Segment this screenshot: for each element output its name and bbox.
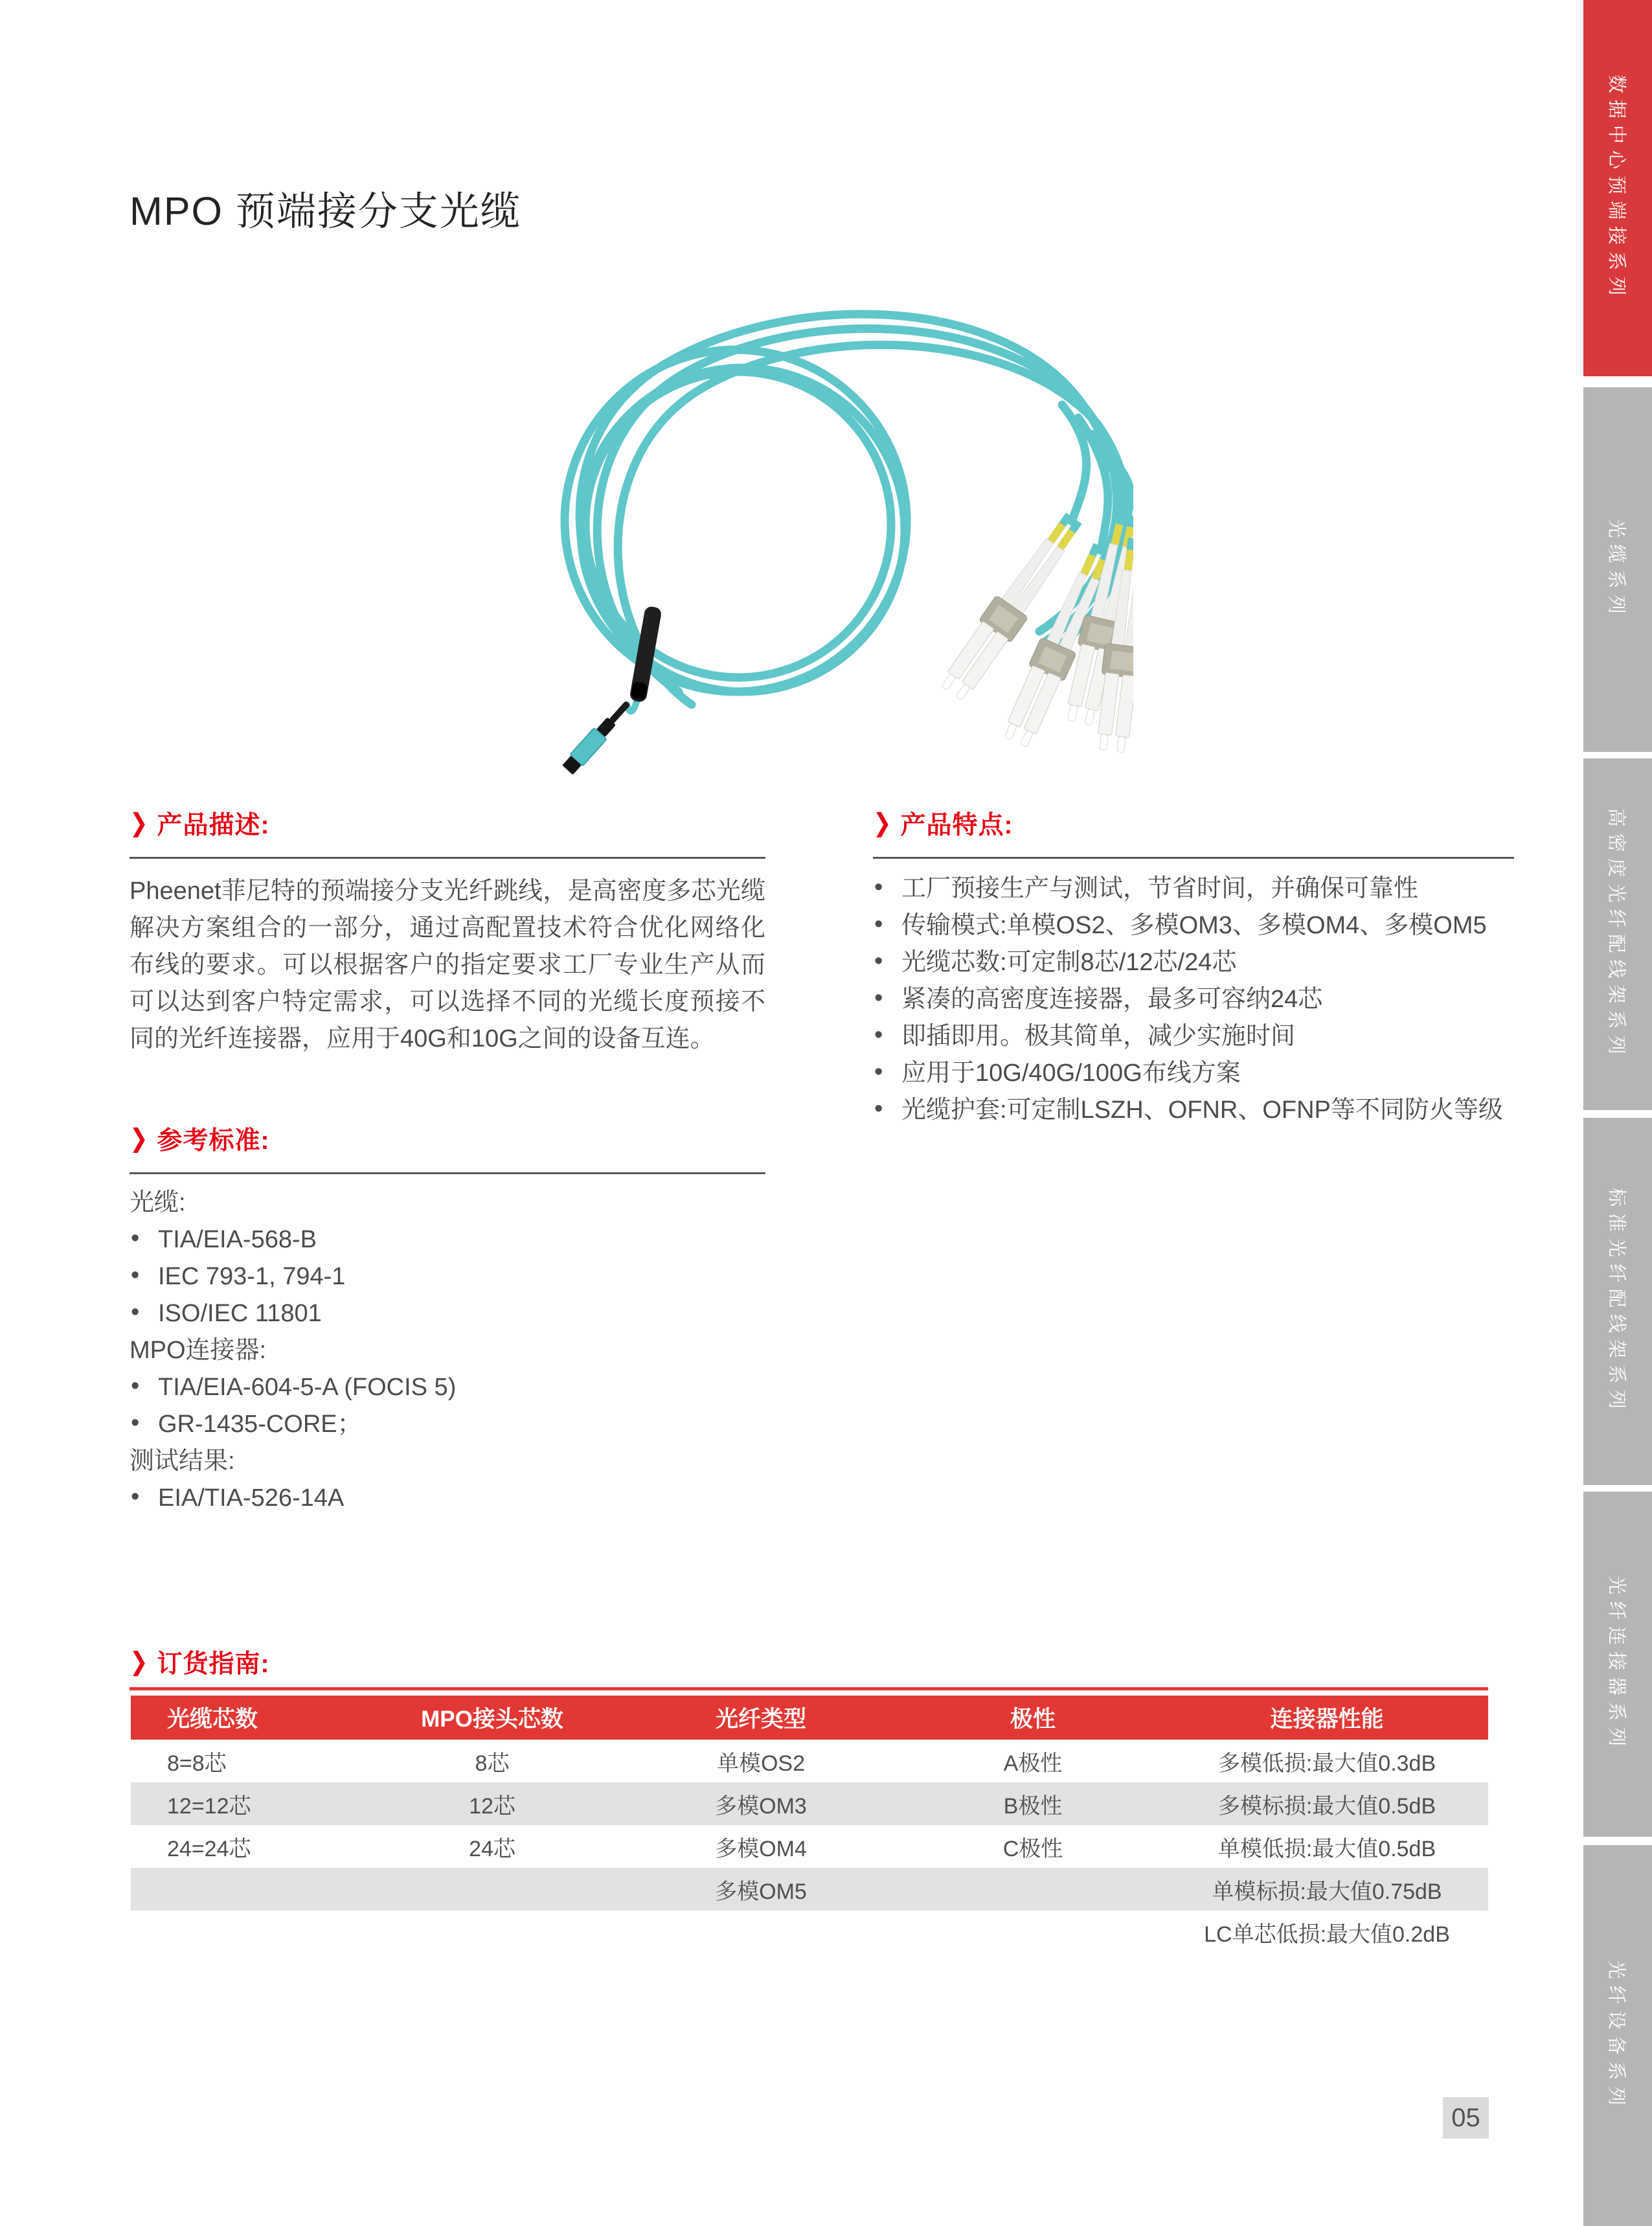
standard-text: IEC 793-1, 794-1	[158, 1263, 346, 1290]
standard-group-label	[130, 1443, 765, 1480]
standard-item	[130, 1258, 765, 1295]
table-cell: LC单芯低损:最大值0.2dB	[1204, 1922, 1450, 1947]
table-cell: 多模低损:最大值0.3dB	[1217, 1751, 1436, 1776]
table-cell: 多模标损:最大值0.5dB	[1217, 1793, 1436, 1819]
ordering-table	[131, 1696, 1488, 1953]
chevron-icon: ❯	[130, 1124, 148, 1153]
standard-text: 光缆:	[130, 1189, 186, 1216]
bullet-icon: •	[131, 1299, 140, 1326]
bullet-icon: •	[131, 1372, 140, 1400]
section-heading-row	[873, 805, 1514, 841]
feature-item	[873, 1018, 1514, 1055]
sidebar-tab-3[interactable]	[1583, 758, 1652, 1110]
page-title: MPO 预端接分支光缆	[130, 189, 521, 233]
feature-text: 光缆芯数:可定制8芯/12芯/24芯	[901, 949, 1237, 976]
standard-group-label	[130, 1332, 765, 1369]
feature-item	[873, 1092, 1514, 1129]
section-description	[130, 805, 765, 1058]
section-standards	[130, 1120, 765, 1517]
section-heading-row	[130, 805, 765, 841]
feature-item	[873, 944, 1514, 981]
bullet-icon: •	[131, 1409, 140, 1437]
feature-item	[873, 1055, 1514, 1092]
standard-text: TIA/EIA-604-5-A (FOCIS 5)	[158, 1374, 457, 1401]
table-cell	[900, 1911, 1166, 1953]
table-cell: 8=8芯	[167, 1751, 227, 1776]
table-row	[131, 1825, 1488, 1868]
divider	[130, 857, 765, 859]
bullet-icon: •	[874, 1021, 883, 1049]
standard-text: 测试结果:	[130, 1448, 235, 1475]
page-number-badge: 05	[1443, 2097, 1489, 2139]
sidebar-tab-label: 光缆系列	[1605, 519, 1627, 620]
bullet-icon: •	[874, 984, 883, 1012]
bullet-icon: •	[874, 1095, 883, 1122]
standard-item	[130, 1480, 765, 1517]
table-cell: 单模OS2	[716, 1751, 806, 1776]
table-cell	[363, 1868, 622, 1911]
divider	[873, 857, 1514, 859]
feature-item	[873, 981, 1514, 1018]
feature-text: 紧凑的高密度连接器，最多可容纳24芯	[901, 986, 1323, 1013]
bullet-icon: •	[131, 1262, 140, 1289]
standard-item	[130, 1406, 765, 1443]
feature-text: 应用于10G/40G/100G布线方案	[901, 1060, 1241, 1087]
table-cell: B极性	[1003, 1793, 1063, 1819]
table-cell: A极性	[1003, 1751, 1063, 1776]
feature-text: 传输模式:单模OS2、多模OM3、多模OM4、多模OM5	[901, 912, 1487, 939]
table-cell	[131, 1911, 363, 1953]
table-row	[131, 1740, 1488, 1782]
table-cell: 12=12芯	[167, 1793, 251, 1819]
chevron-icon: ❯	[873, 809, 892, 837]
column-header: 连接器性能	[1166, 1696, 1488, 1740]
sidebar-tab-label: 数据中心预端接系列	[1605, 74, 1627, 302]
table-cell: C极性	[1002, 1836, 1063, 1861]
column-header: 极性	[900, 1696, 1166, 1740]
table-cell: 8芯	[475, 1751, 510, 1776]
product-photo	[453, 272, 1133, 777]
bullet-icon: •	[874, 911, 883, 938]
bullet-icon: •	[874, 948, 883, 975]
column-header: MPO接头芯数	[363, 1696, 622, 1740]
table-cell	[363, 1911, 622, 1953]
standard-text: ISO/IEC 11801	[158, 1300, 322, 1327]
chevron-icon: ❯	[130, 809, 148, 837]
standard-item	[130, 1221, 765, 1258]
bullet-icon: •	[874, 874, 883, 901]
table-cell: 多模OM4	[715, 1836, 807, 1861]
sidebar-tab-6[interactable]	[1583, 1845, 1652, 2226]
sidebar-tab-4[interactable]	[1583, 1118, 1652, 1485]
section-ordering	[130, 1644, 1488, 1680]
standard-text: MPO连接器:	[130, 1337, 267, 1364]
feature-item	[873, 870, 1514, 907]
standard-group-label	[130, 1185, 765, 1221]
standard-item	[130, 1369, 765, 1406]
feature-text: 即插即用。极其简单，减少实施时间	[901, 1023, 1296, 1050]
column-header: 光缆芯数	[131, 1696, 363, 1740]
standard-text: EIA/TIA-526-14A	[158, 1484, 345, 1512]
table-header-row	[131, 1696, 1488, 1740]
feature-text: 光缆护套:可定制LSZH、OFNR、OFNP等不同防火等级	[901, 1096, 1503, 1124]
bullet-icon: •	[874, 1058, 883, 1085]
section-title: 产品特点:	[900, 812, 1013, 839]
standards-list	[130, 1185, 765, 1517]
divider	[130, 1172, 765, 1174]
table-row	[131, 1782, 1488, 1825]
sidebar-tab-2[interactable]	[1583, 387, 1652, 752]
sidebar-tab-1[interactable]	[1583, 0, 1652, 376]
table-cell	[622, 1911, 900, 1953]
sidebar-tab-label: 光纤连接器系列	[1605, 1575, 1627, 1753]
sidebar-tab-label: 光纤设备系列	[1605, 1959, 1627, 2112]
feature-text: 工厂预接生产与测试，节省时间，并确保可靠性	[901, 875, 1419, 902]
section-title: 订货指南:	[157, 1650, 270, 1678]
section-heading-row	[130, 1120, 765, 1157]
section-title: 参考标准:	[157, 1127, 270, 1155]
standard-item	[130, 1295, 765, 1332]
description-text: Pheenet菲尼特的预端接分支光纤跳线，是高密度多芯光缆解决方案组合的一部分，通过高配置技术符合优化网络化布线的要求。可以根据客户的指定要求工厂专业生产从而可以达到客户特定需求，可以选择不同的光缆长度预接不同的光纤连接器，应用于40G和10G之间的设备互连。	[130, 878, 765, 1052]
table-cell	[131, 1868, 363, 1911]
table-row	[131, 1868, 1488, 1911]
bullet-icon: •	[131, 1483, 140, 1510]
sidebar-tab-label: 标准光纤配线架系列	[1605, 1187, 1627, 1416]
table-cell: 单模标损:最大值0.75dB	[1212, 1879, 1442, 1904]
table-cell: 多模OM5	[715, 1879, 807, 1904]
section-title: 产品描述:	[157, 812, 270, 839]
column-header: 光纤类型	[622, 1696, 900, 1740]
mpo-connector	[561, 697, 635, 775]
table-cell: 24=24芯	[167, 1836, 251, 1861]
bullet-icon: •	[131, 1225, 140, 1252]
chevron-icon: ❯	[130, 1648, 148, 1676]
standard-text: TIA/EIA-568-B	[158, 1226, 317, 1253]
feature-item	[873, 907, 1514, 944]
features-list	[873, 870, 1514, 1129]
table-top-rule	[130, 1687, 1488, 1690]
section-features	[873, 805, 1514, 1129]
section-heading-row	[130, 1644, 1488, 1680]
table-cell: 24芯	[469, 1836, 515, 1861]
table-cell	[900, 1868, 1166, 1911]
standard-text: GR-1435-CORE；	[158, 1411, 362, 1438]
table-cell: 单模低损:最大值0.5dB	[1217, 1836, 1436, 1861]
table-cell: 12芯	[469, 1793, 515, 1819]
sidebar-tab-label: 高密度光纤配线架系列	[1605, 808, 1627, 1061]
sidebar-tab-5[interactable]	[1583, 1492, 1652, 1837]
table-cell: 多模OM3	[715, 1793, 807, 1819]
table-row	[131, 1911, 1488, 1953]
